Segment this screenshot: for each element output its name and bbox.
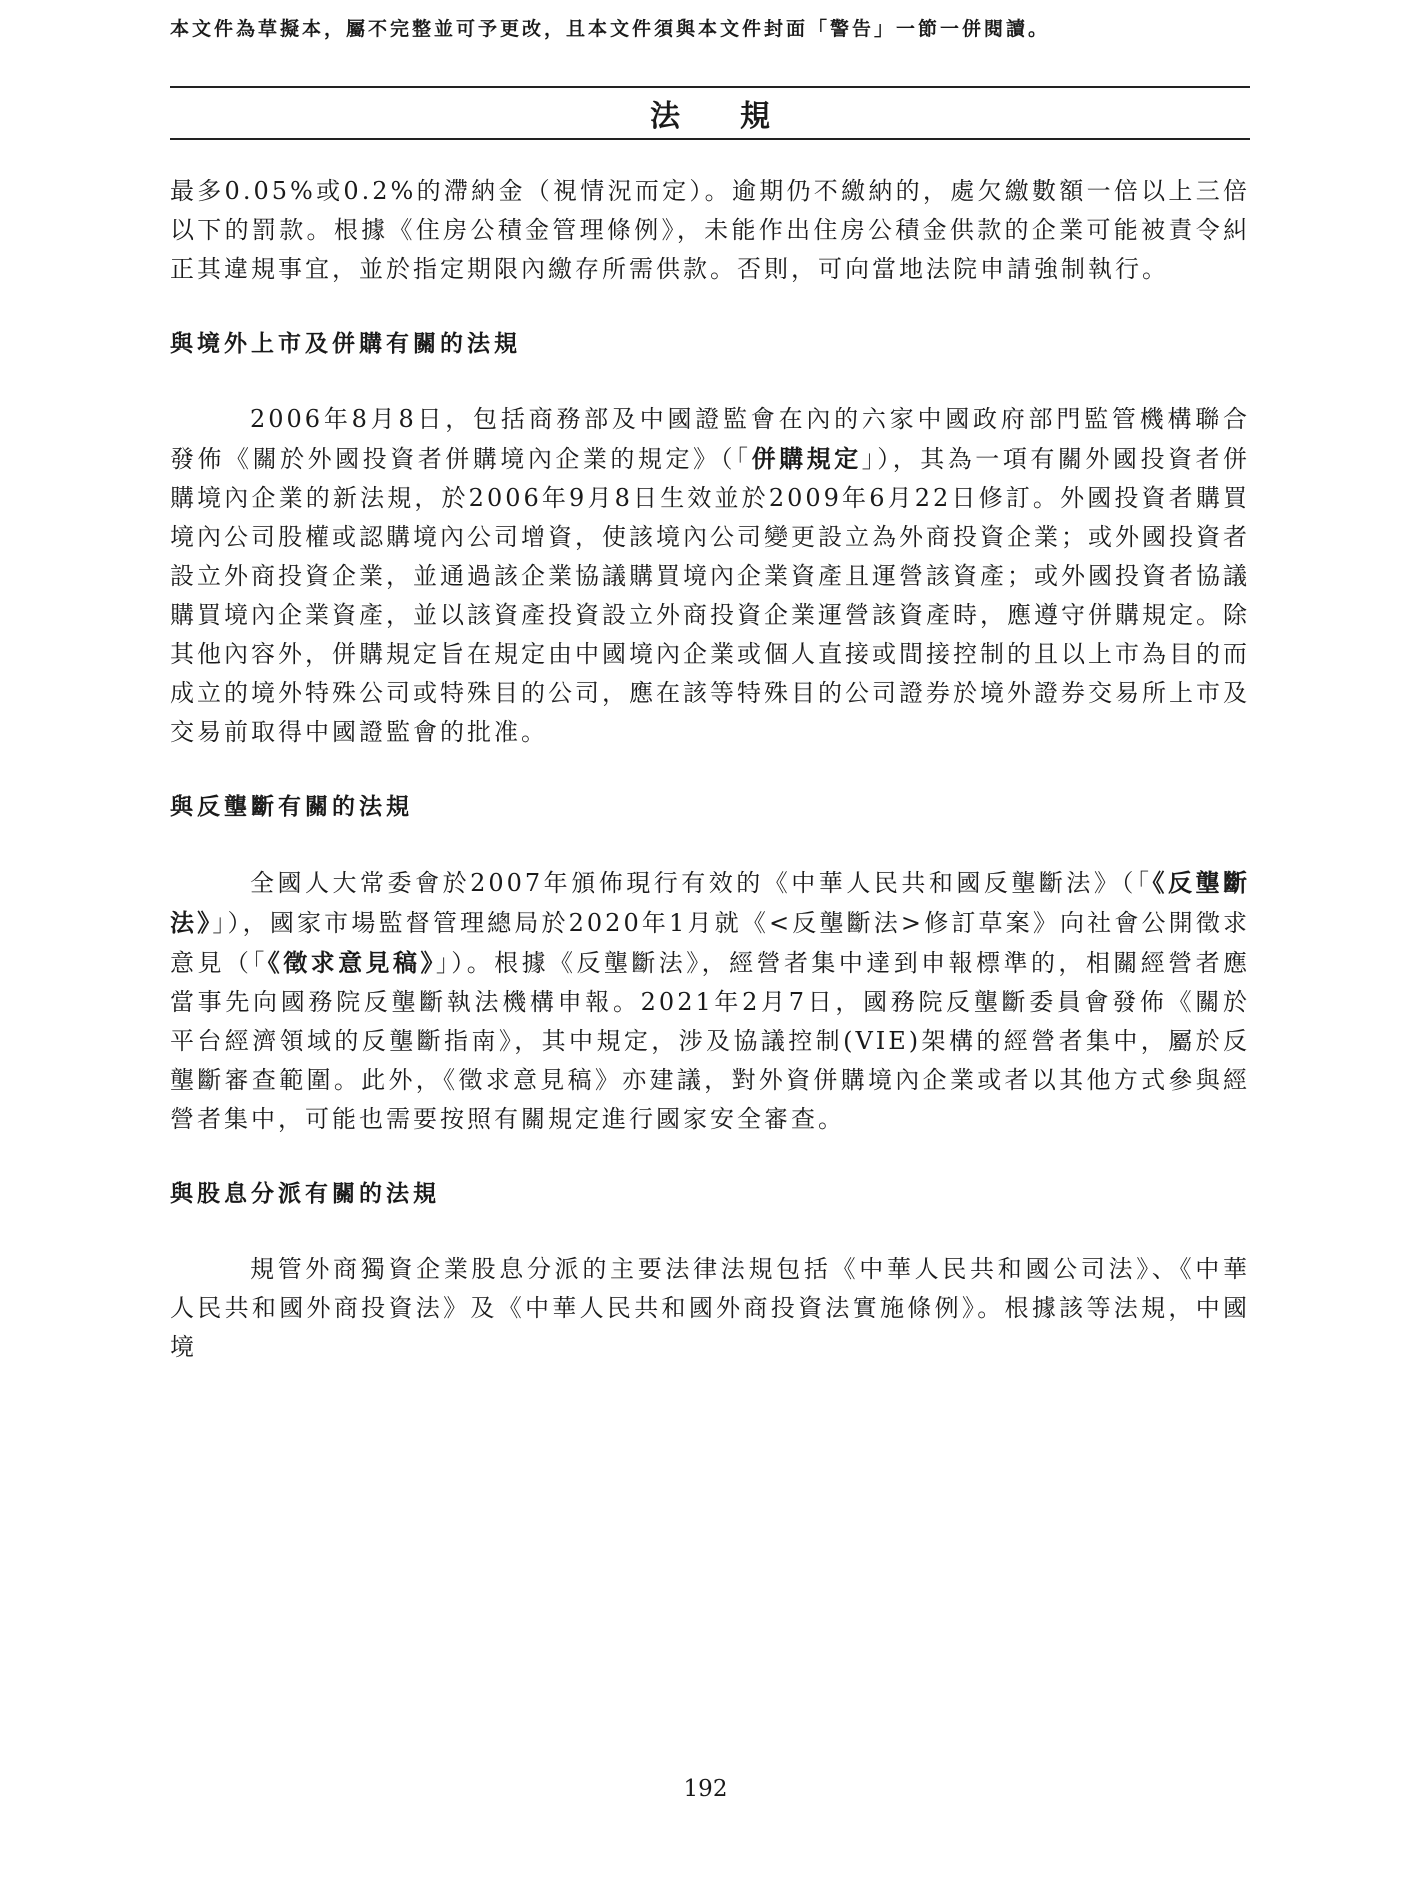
defined-term-draft: 《徵求意見稿》 [267,948,436,977]
text-run: 」），其為一項有關外國投資者併購境內企業的新法規，於2006年9月8日生效並於2009年6月22日修訂。外國投資者購買境內公司股權或認購境內公司增資，使該境內公司變更設立為外商投資企業；或外國投資者設立外商投資企業，並通過該企業協議購買境內企業資產且運營該資產；或外國投資者協議購買境內企業資產，並以該資產投資設立外商投資企業運營該資產時，應遵守併購規定。除其他內容外，併購規定旨在規定由中國境內企業或個人直接或間接控制的且以上市為目的而成立的境外特殊公司或特殊目的公司，應在該等特殊目的公司證券於境外證券交易所上市及交易前取得中國證監會的批准。 [170,445,1251,746]
section-heading-dividend: 與股息分派有關的法規 [170,1181,440,1207]
defined-term-ma-rules: 併購規定 [751,444,862,473]
intro-paragraph: 最多0.05%或0.2%的滯納金（視情況而定）。逾期仍不繳納的，處欠繳數額一倍以上三倍以下的罰款。根據《住房公積金管理條例》，未能作出住房公積金供款的企業可能被責令糾正其違規事宜，並於指定期限內繳存所需供款。否則，可向當地法院申請強制執行。 [170,177,1250,283]
defined-term-aml: 《反壟斷法》 [170,868,1251,937]
paragraph-ma-rules [170,400,1250,752]
paragraph-dividend: 規管外商獨資企業股息分派的主要法律法規包括《中華人民共和國公司法》、《中華人民共和國外商投資法》及《中華人民共和國外商投資法實施條例》。根據該等法規，中國境 [170,1255,1250,1361]
page-title-block [170,86,1250,140]
section-heading-anti-monopoly: 與反壟斷有關的法規 [170,794,413,820]
draft-warning-banner: 本文件為草擬本，屬不完整並可予更改，且本文件須與本文件封面「警告」一節一併閱讀。 [170,18,1051,40]
page-title: 法規 [650,99,830,134]
text-run: 全國人大常委會於2007年頒佈現行有效的《中華人民共和國反壟斷法》（「 [250,869,1153,897]
text-run: 」）。根據《反壟斷法》，經營者集中達到申報標準的，相關經營者應當事先向國務院反壟斷執法機構申報。2021年2月7日，國務院反壟斷委員會發佈《關於平台經濟領域的反壟斷指南》，其中規定，涉及協議控制(VIE)架構的經營者集中，屬於反壟斷審查範圍。此外，《徵求意見稿》亦建議，對外資併購境內企業或者以其他方式參與經營者集中，可能也需要按照有關規定進行國家安全審查。 [170,949,1251,1133]
section-heading-overseas-listing: 與境外上市及併購有關的法規 [170,331,521,357]
text-run: 」），國家市場監督管理總局於2020年1月就《<反壟斷法>修訂草案》向社會公開徵求意見（「 [170,909,1251,977]
text-run: 2006年8月8日，包括商務部及中國證監會在內的六家中國政府部門監管機構聯合發佈《關於外國投資者併購境內企業的規定》（「 [170,405,1250,473]
page-number: 192 [683,1776,728,1802]
paragraph-anti-monopoly [170,863,1250,1139]
document-body [170,172,1250,1367]
